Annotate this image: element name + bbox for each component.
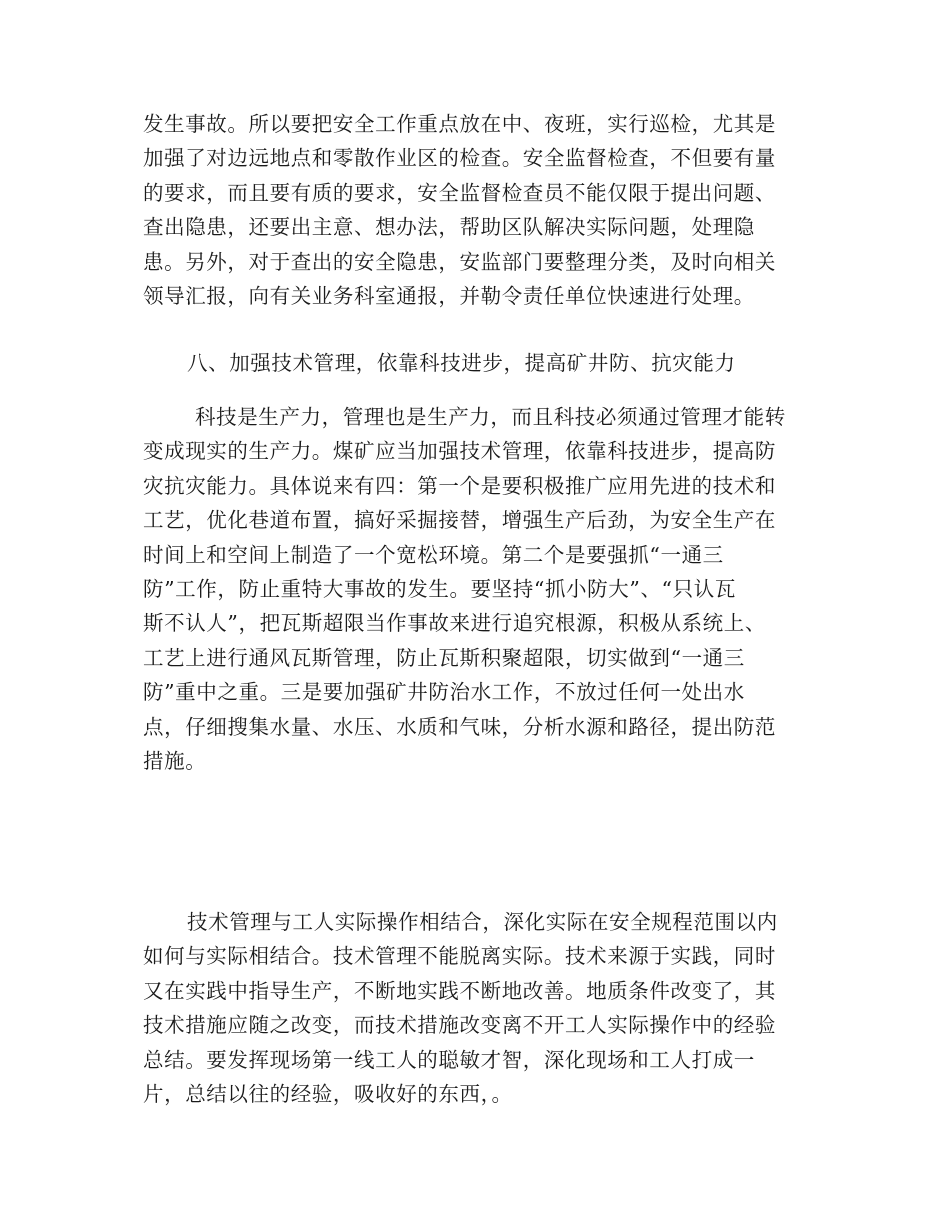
text-line: 科技是生产力，管理也是生产力，而且科技必须通过管理才能转	[195, 405, 786, 429]
text-line: 灾抗灾能力。具体说来有四：第一个是要积极推广应用先进的技术和	[143, 473, 776, 498]
text-line: 技术措施应随之改变，而技术措施改变离不开工人实际操作中的经验	[143, 1013, 776, 1038]
text-line: 发生事故。所以要把安全工作重点放在中、夜班，实行巡检，尤其是	[143, 112, 776, 136]
text-line: 工艺，优化巷道布置，搞好采掘接替，增强生产后劲，为安全生产在	[143, 508, 776, 533]
text-line: 工艺上进行通风瓦斯管理，防止瓦斯积聚超限，切实做到“一通三	[143, 645, 745, 670]
text-line: 总结。要发挥现场第一线工人的聪敏才智，深化现场和工人打成一	[143, 1047, 755, 1072]
text-line: 斯不认人”，把瓦斯超限当作事故来进行追究根源，积极从系统上、	[143, 611, 766, 636]
text-line: 查出隐患，还要出主意、想办法，帮助区队解决实际问题，处理隐	[143, 215, 755, 240]
text-line: 措施。	[143, 748, 207, 773]
paragraph-technology-management	[143, 400, 823, 778]
text-line: 时间上和空间上制造了一个宽松环境。第二个是要强抓“一通三	[143, 542, 724, 567]
text-line: 患。另外，对于查出的安全隐患，安监部门要整理分类，及时向相关	[143, 249, 776, 274]
text-line: 的要求，而且要有质的要求，安全监督检查员不能仅限于提出问题、	[143, 180, 776, 205]
text-line: 防”工作，防止重特大事故的发生。要坚持“抓小防大”、“只认瓦	[143, 576, 736, 601]
text-line: 又在实践中指导生产，不断地实践不断地改善。地质条件改变了，其	[143, 978, 776, 1003]
text-line: 变成现实的生产力。煤矿应当加强技术管理，依靠科技进步，提高防	[143, 439, 776, 464]
text-line: 防”重中之重。三是要加强矿井防治水工作，不放过任何一处出水	[143, 680, 745, 705]
text-line: 点，仔细搜集水量、水压、水质和气味，分析水源和路径，提出防范	[143, 714, 776, 739]
section-heading-text: 八、加强技术管理，依靠科技进步，提高矿井防、抗灾能力	[187, 351, 736, 375]
text-line: 片，总结以往的经验，吸收好的东西，。	[143, 1081, 513, 1106]
paragraph-safety-inspection	[143, 107, 823, 313]
text-line: 技术管理与工人实际操作相结合，深化实际在安全规程范围以内	[187, 910, 778, 934]
text-line: 领导汇报，向有关业务科室通报，并勒令责任单位快速进行处理。	[143, 283, 755, 308]
paragraph-practice-integration	[143, 905, 823, 1111]
text-line: 加强了对边远地点和零散作业区的检查。安全监督检查，不但要有量	[143, 146, 776, 171]
section-heading-8	[143, 346, 823, 380]
text-line: 如何与实际相结合。技术管理不能脱离实际。技术来源于实践，同时	[143, 944, 776, 969]
